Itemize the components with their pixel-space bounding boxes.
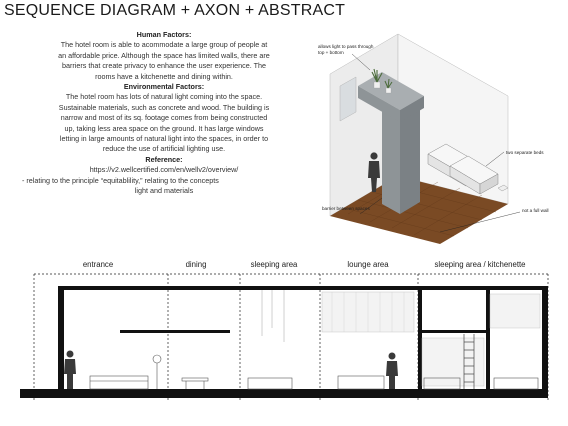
page-title: SEQUENCE DIAGRAM + AXON + ABSTRACT <box>4 2 346 19</box>
sofa-icon <box>90 376 148 389</box>
human-line: The hotel room is able to acommodate a large group of people at <box>60 40 268 50</box>
axon-label-wall: not a full wall <box>522 208 549 213</box>
env-line: narrow and most of its sq. footage comes from being constructed <box>60 113 268 123</box>
section-divider <box>418 290 422 390</box>
env-line: up, taking less area space on the ground. It has large windows <box>64 123 264 133</box>
human-line: barriers that create privacy to enhance the user experience. The <box>61 61 267 71</box>
environmental-factors-heading: Environmental Factors: <box>123 82 205 92</box>
axon-label-beds: two separate beds <box>506 150 544 155</box>
section-right-wall <box>542 286 548 390</box>
reference-url[interactable]: https://v2.wellcertified.com/en/wellv2/overview/ <box>89 165 239 175</box>
label-lounge: lounge area <box>347 260 389 269</box>
sofa-icon <box>338 376 384 389</box>
reference-note: - relating to the principle “equitablility,” relating to the concepts <box>22 175 219 185</box>
lamp-icon <box>153 355 161 363</box>
human-line: rooms have a kitchenette and dining within. <box>95 71 233 81</box>
dining-table-icon <box>182 378 208 381</box>
label-sleeping-kitchenette: sleeping area / kitchenette <box>434 260 526 269</box>
human-line: an affordable price. Although the space has limited walls, there are <box>58 50 270 60</box>
axon-label-light: top + bottom <box>318 50 344 55</box>
env-line: reduce the use of artificial lighting use. <box>102 144 226 154</box>
section-left-wall <box>58 286 64 390</box>
bed-icon <box>248 378 292 389</box>
reference-heading: Reference: <box>145 154 183 164</box>
section-mid-slab <box>120 330 230 333</box>
axon-drawing <box>308 26 564 248</box>
axon-label-barrier: barrier between spaces <box>322 206 370 211</box>
section-diagram <box>0 250 568 426</box>
human-factors-heading: Human Factors: <box>136 30 192 39</box>
axon-concrete-column <box>382 110 400 214</box>
section-roof <box>60 286 548 290</box>
reference-note: light and materials <box>134 186 194 196</box>
axon-label-light: allows light to pass through <box>318 44 374 49</box>
env-line: Sustainable materials, such as concrete and wood. The building is <box>58 102 270 112</box>
label-sleeping: sleeping area <box>250 260 298 269</box>
abstract-text <box>22 30 306 197</box>
env-line: letting in large amounts of natural light into the spaces, in order to <box>59 134 269 144</box>
person-silhouette <box>64 351 76 390</box>
label-dining: dining <box>185 260 207 269</box>
kitchen-counter-icon <box>494 378 538 389</box>
env-line: The hotel room has lots of natural light coming into the space. <box>65 92 263 102</box>
person-silhouette <box>386 353 398 390</box>
section-floor <box>20 389 548 398</box>
label-entrance: entrance <box>82 260 114 269</box>
